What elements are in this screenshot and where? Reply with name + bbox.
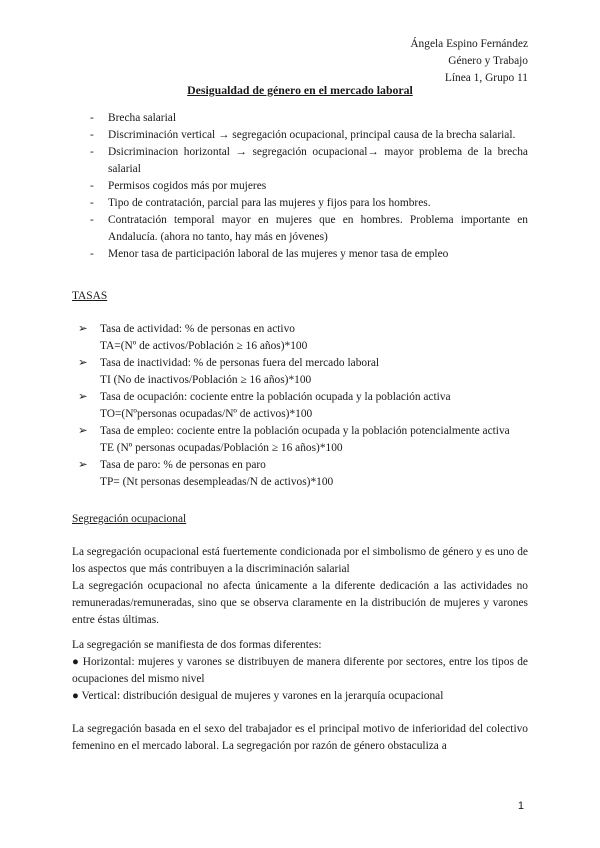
list-item: - Tipo de contratación, parcial para las mujeres y fijos para los hombres.: [90, 195, 528, 212]
header-block: [410, 36, 528, 87]
tasa-label: Tasa de actividad: % de personas en activo: [100, 323, 295, 335]
paragraph: La segregación se manifiesta de dos formas diferentes:: [72, 639, 322, 651]
tasa-label: Tasa de inactividad: % de personas fuera del mercado laboral: [100, 357, 380, 369]
list-item: - Contratación temporal mayor en mujeres que en hombres. Problema importante en Andalucía. (ahora no tanto, hay más en jóvenes): [90, 212, 528, 246]
tasas-list: [78, 321, 528, 491]
arrow-bullet-icon: ➢: [78, 391, 88, 403]
tasa-label: Tasa de ocupación: cociente entre la población ocupada y la población activa: [100, 391, 451, 403]
segregation-types: [72, 654, 528, 705]
author-name: Ángela Espino Fernández: [410, 38, 528, 50]
arrow-bullet-icon: ➢: [78, 425, 88, 437]
arrow-bullet-icon: ➢: [78, 357, 88, 369]
tasa-label: Tasa de paro: % de personas en paro: [100, 459, 266, 471]
tasa-item: [78, 389, 528, 423]
tasa-item: [78, 423, 528, 457]
segregacion-heading: Segregación ocupacional: [72, 513, 187, 525]
tasas-heading: TASAS: [72, 290, 108, 302]
paragraph: La segregación ocupacional está fuertemente condicionada por el simbolismo de género y es uno de los aspectos que más contribuyen a la discriminación salarial: [72, 546, 528, 575]
tasa-item: [78, 321, 528, 355]
intro-list: [90, 110, 528, 263]
horizontal-segregation: ● Horizontal: mujeres y varones se distribuyen de manera diferente por sectores, entre los tipos de ocupaciones del mismo nivel: [72, 656, 528, 685]
tasa-label: Tasa de empleo: cociente entre la población ocupada y la población potencialmente activa: [100, 425, 510, 437]
document-title: Desigualdad de género en el mercado laboral: [187, 83, 413, 97]
tasa-formula: TA=(Nº de activos/Población ≥ 16 años)*100: [100, 340, 308, 352]
list-item: - Permisos cogidos más por mujeres: [90, 178, 528, 195]
paragraph: La segregación ocupacional no afecta únicamente a la diferente dedicación a las actividades no remuneradas/remuneradas, sino que se observa claramente en la distribución de mujeres y varones entre éstas últimas.: [72, 580, 528, 626]
arrow-bullet-icon: ➢: [78, 323, 88, 335]
list-item: - Discriminación vertical → segregación ocupacional, principal causa de la brecha salarial.: [90, 127, 528, 144]
list-item: - Menor tasa de participación laboral de las mujeres y menor tasa de empleo: [90, 246, 528, 263]
paragraph: La segregación basada en el sexo del trabajador es el principal motivo de inferioridad del colectivo femenino en el mercado laboral. La segregación por razón de género obstaculiza a: [72, 723, 528, 752]
group-label: Línea 1, Grupo 11: [444, 72, 528, 84]
vertical-segregation: ● Vertical: distribución desigual de mujeres y varones en la jerarquía ocupacional: [72, 690, 444, 702]
tasa-formula: TP= (Nt personas desempleadas/N de activos)*100: [100, 476, 334, 488]
list-item: - Dsicriminacion horizontal → segregación ocupacional→ mayor problema de la brecha salarial: [90, 144, 528, 178]
list-item: - Brecha salarial: [90, 110, 528, 127]
page-number: 1: [517, 800, 524, 812]
tasa-formula: TO=(Nºpersonas ocupadas/Nº de activos)*100: [100, 408, 313, 420]
tasa-item: [78, 457, 528, 491]
course-name: Género y Trabajo: [448, 55, 528, 67]
tasa-item: [78, 355, 528, 389]
arrow-bullet-icon: ➢: [78, 459, 88, 471]
tasa-formula: TE (Nº personas ocupadas/Población ≥ 16 años)*100: [100, 442, 343, 454]
tasa-formula: TI (No de inactivos/Población ≥ 16 años)*100: [100, 374, 312, 386]
